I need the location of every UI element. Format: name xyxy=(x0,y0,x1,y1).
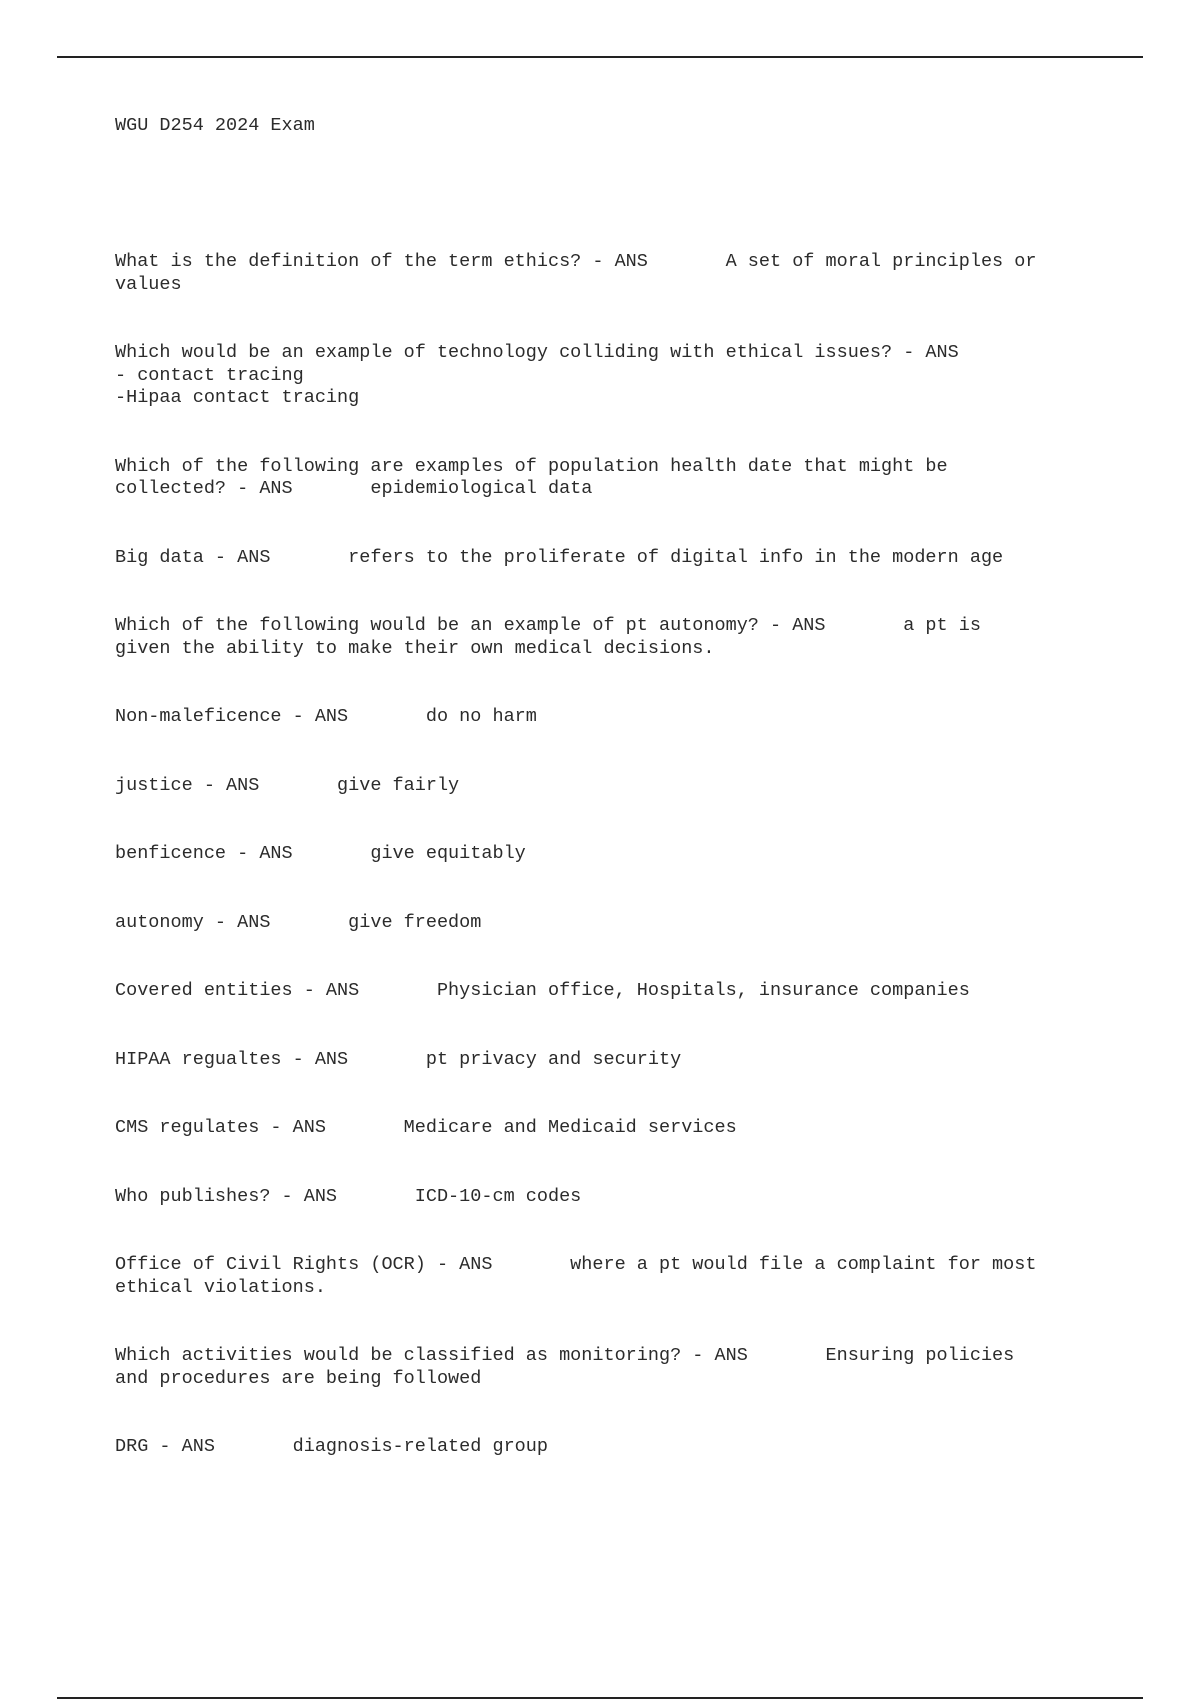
qa-item: Covered entities - ANS Physician office, Hospitals, insurance companies xyxy=(115,980,970,1001)
qa-item: CMS regulates - ANS Medicare and Medicaid services xyxy=(115,1117,737,1138)
qa-item: DRG - ANS diagnosis-related group xyxy=(115,1436,548,1457)
qa-item: What is the definition of the term ethics? - ANS A set of moral principles or values xyxy=(115,251,1037,295)
bottom-divider xyxy=(57,1697,1143,1699)
top-divider xyxy=(57,56,1143,58)
qa-item: Which of the following would be an example of pt autonomy? - ANS a pt is given the ability to make their own medical decisions. xyxy=(115,615,981,659)
qa-list xyxy=(115,251,1125,1505)
qa-item: HIPAA regualtes - ANS pt privacy and security xyxy=(115,1048,682,1070)
qa-item: Which of the following are examples of population health date that might be collected? - ANS epidemiological data xyxy=(115,455,948,499)
qa-item: justice - ANS give fairly xyxy=(115,774,460,796)
qa-item: Office of Civil Rights (OCR) - ANS where a pt would file a complaint for most ethical violations. xyxy=(115,1254,1037,1298)
qa-item: Who publishes? - ANS ICD-10-cm codes xyxy=(115,1185,582,1207)
page-title: WGU D254 2024 Exam xyxy=(115,115,315,136)
qa-item: Big data - ANS refers to the proliferate of digital info in the modern age xyxy=(115,546,1004,568)
qa-item: autonomy - ANS give freedom xyxy=(115,911,482,933)
qa-item: Which would be an example of technology colliding with ethical issues? - ANS - contact tracing -Hipaa contact tracing xyxy=(115,342,959,408)
qa-item: Which activities would be classified as monitoring? - ANS Ensuring policies and procedures are being followed xyxy=(115,1345,1015,1389)
qa-item: benficence - ANS give equitably xyxy=(115,843,526,864)
qa-item: Non-maleficence - ANS do no harm xyxy=(115,706,537,727)
